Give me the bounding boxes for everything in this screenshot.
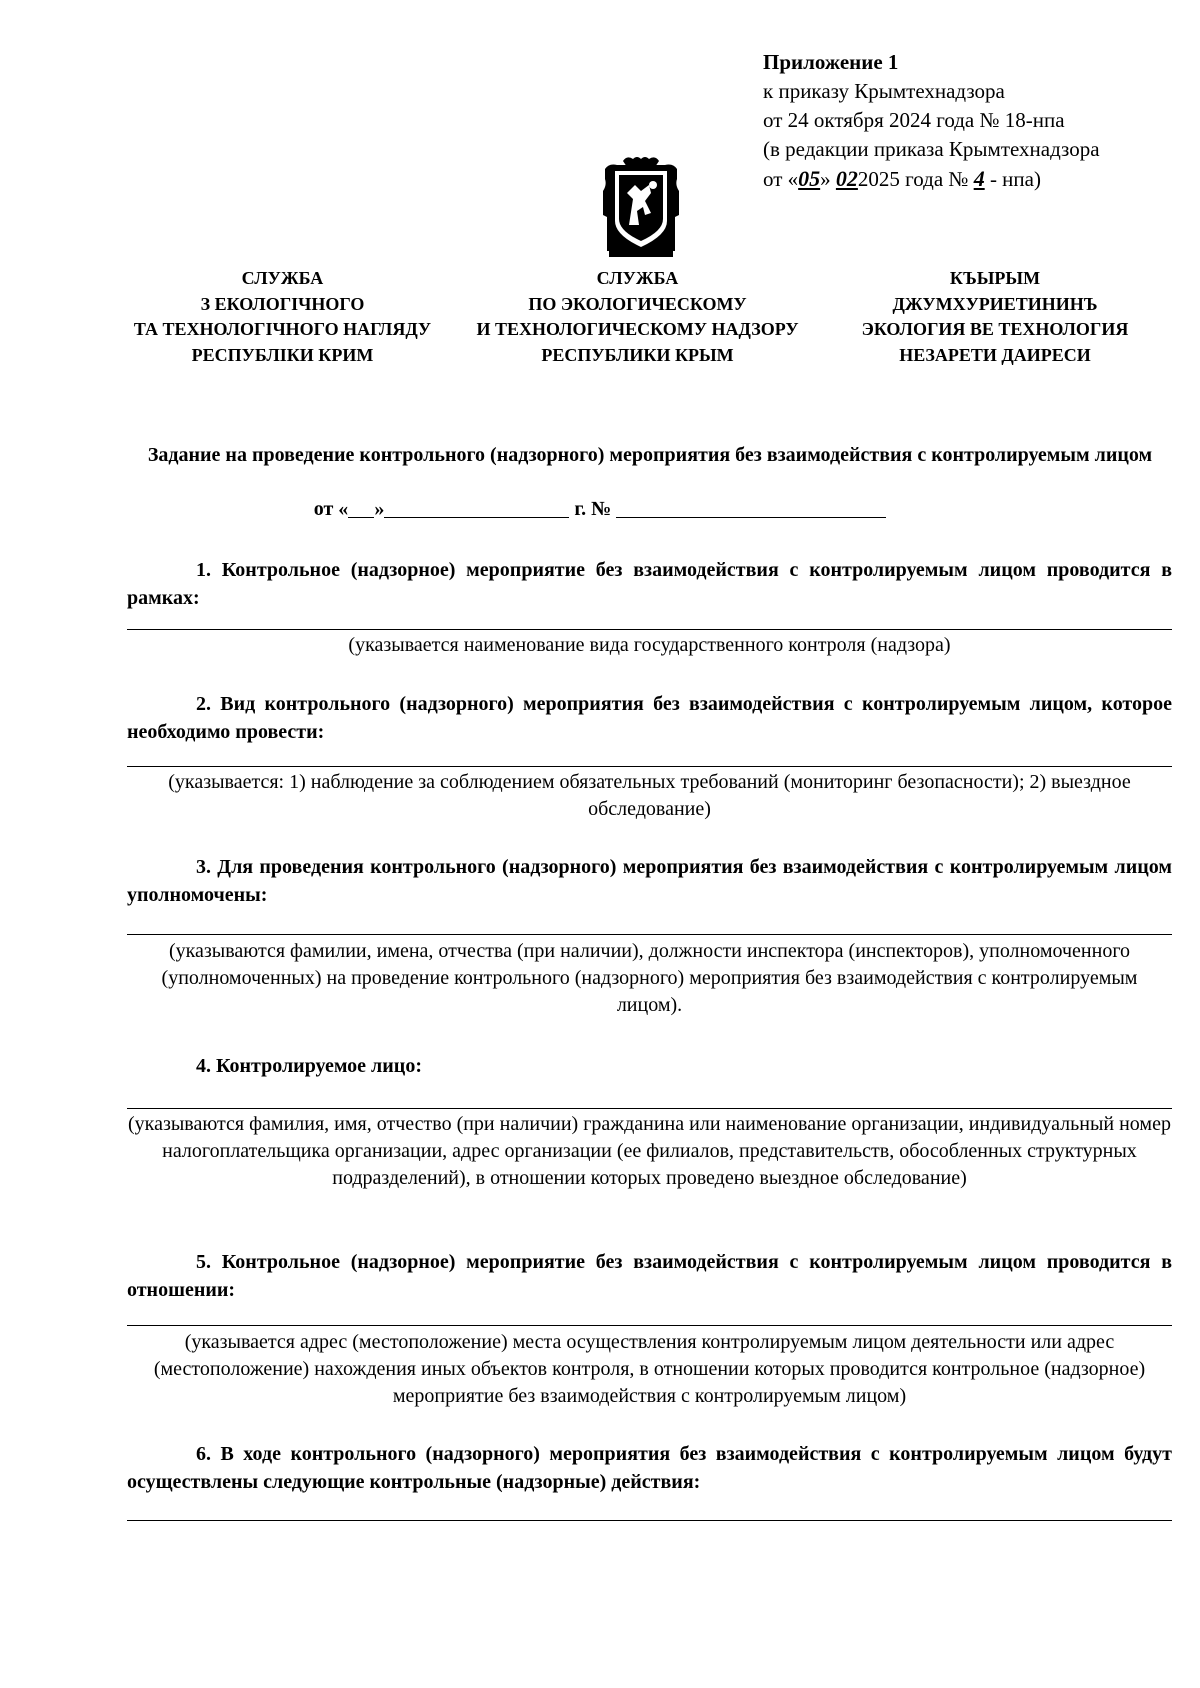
- org-ukr-line3: ТА ТЕХНОЛОГІЧНОГО НАГЛЯДУ: [133, 319, 432, 339]
- day-blank: [348, 497, 374, 518]
- org-crt-line1: КЪЫРЫМ: [949, 268, 1041, 288]
- org-rus-line3: И ТЕХНОЛОГИЧЕСКОМУ НАДЗОРУ: [476, 319, 799, 339]
- appendix-header: [763, 48, 1100, 194]
- org-rus-line2: ПО ЭКОЛОГИЧЕСКОМУ: [528, 293, 747, 314]
- section-4-hint: (указываются фамилия, имя, отчество (при наличии) гражданина или наименование организации, индивидуальный номер налогоплательщика организации, адрес организации (ее филиалов, представительств, обособленных структурных подразделений), в отношении которых проведено выездное обследование): [128, 1113, 1171, 1189]
- section-2-blank-line: [127, 766, 1172, 767]
- document-date-line: [0, 497, 1200, 521]
- section-1-blank-line: [127, 629, 1172, 630]
- org-crt-line3: ЭКОЛОГИЯ ВЕ ТЕХНОЛОГИЯ: [861, 319, 1129, 339]
- section-4-text: 4. Контролируемое лицо:: [196, 1055, 422, 1077]
- date-prefix: от «: [313, 498, 349, 520]
- month-blank: [384, 497, 569, 518]
- org-name-russian: [455, 266, 820, 368]
- section-5-hint: (указывается адрес (местоположение) места осуществления контролируемым лицом деятельности или адрес (местоположение) нахождения иных объектов контроля, в отношении которых проводится контрольное (надзорное) мероприятие без взаимодействия с контролируемым лицом): [153, 1331, 1146, 1407]
- handwritten-day: 05: [798, 166, 821, 191]
- section-1-text: 1. Контрольное (надзорное) мероприятие без взаимодействия с контролируемым лицом проводится в рамках:: [127, 559, 1172, 609]
- org-ukr-line4: РЕСПУБЛІКИ КРИМ: [191, 344, 374, 365]
- revision-date-suffix: - нпа): [984, 167, 1041, 191]
- handwritten-month: 02: [835, 166, 858, 191]
- section-6-text: 6. В ходе контрольного (надзорного) мероприятия без взаимодействия с контролируемым лицом будут осуществлены следующие контрольные (надзорные) действия:: [127, 1443, 1172, 1493]
- appendix-revision-date: [763, 164, 1100, 194]
- date-day-close: »: [374, 498, 385, 520]
- org-name-crimean-tatar: [830, 266, 1160, 368]
- revision-date-year: 2025 года №: [857, 167, 974, 191]
- appendix-order-ref: к приказу Крымтехнадзора: [763, 79, 1005, 103]
- section-5-blank-line: [127, 1325, 1172, 1326]
- section-1-hint: (указывается наименование вида государственного контроля (надзора): [348, 634, 951, 656]
- appendix-order-date: от 24 октября 2024 года № 18-нпа: [763, 108, 1065, 132]
- crimea-coat-of-arms-icon: [593, 155, 689, 261]
- section-2-text: 2. Вид контрольного (надзорного) мероприятия без взаимодействия с контролируемым лицом, которое необходимо провести:: [127, 693, 1172, 743]
- org-rus-line4: РЕСПУБЛИКИ КРЫМ: [541, 344, 734, 365]
- appendix-title: Приложение 1: [763, 50, 899, 74]
- revision-date-mid: »: [820, 167, 836, 191]
- org-crt-line2: ДЖУМХУРИЕТИНИНЪ: [892, 293, 1098, 314]
- revision-date-prefix: от «: [763, 167, 799, 191]
- section-3-blank-line: [127, 934, 1172, 935]
- org-ukr-line2: З ЕКОЛОГІЧНОГО: [200, 293, 365, 314]
- section-5-text: 5. Контрольное (надзорное) мероприятие без взаимодействия с контролируемым лицом проводится в отношении:: [127, 1251, 1172, 1301]
- section-3-hint: (указываются фамилии, имена, отчества (при наличии), должности инспектора (инспекторов), уполномоченного (уполномоченных) на проведение контрольного (надзорного) мероприятия без взаимодействия с контролируемым лицом).: [161, 940, 1138, 1016]
- section-2-hint: (указывается: 1) наблюдение за соблюдением обязательных требований (мониторинг безопасности); 2) выездное обследование): [168, 771, 1131, 820]
- appendix-revision: (в редакции приказа Крымтехнадзора: [763, 137, 1100, 161]
- document-title: Задание на проведение контрольного (надзорного) мероприятия без взаимодействия с контролируемым лицом: [147, 444, 1153, 466]
- org-crt-line4: НЕЗАРЕТИ ДАИРЕСИ: [899, 344, 1091, 365]
- section-3-text: 3. Для проведения контрольного (надзорного) мероприятия без взаимодействия с контролируемым лицом уполномочены:: [127, 856, 1172, 906]
- date-year-number: г. №: [574, 498, 612, 520]
- number-blank: [616, 497, 886, 518]
- org-name-ukrainian: [110, 266, 455, 368]
- org-rus-line1: СЛУЖБА: [596, 268, 679, 288]
- section-4-blank-line: [127, 1108, 1172, 1109]
- section-6-blank-line: [127, 1520, 1172, 1521]
- org-ukr-line1: СЛУЖБА: [241, 268, 324, 288]
- handwritten-number: 4: [973, 166, 985, 191]
